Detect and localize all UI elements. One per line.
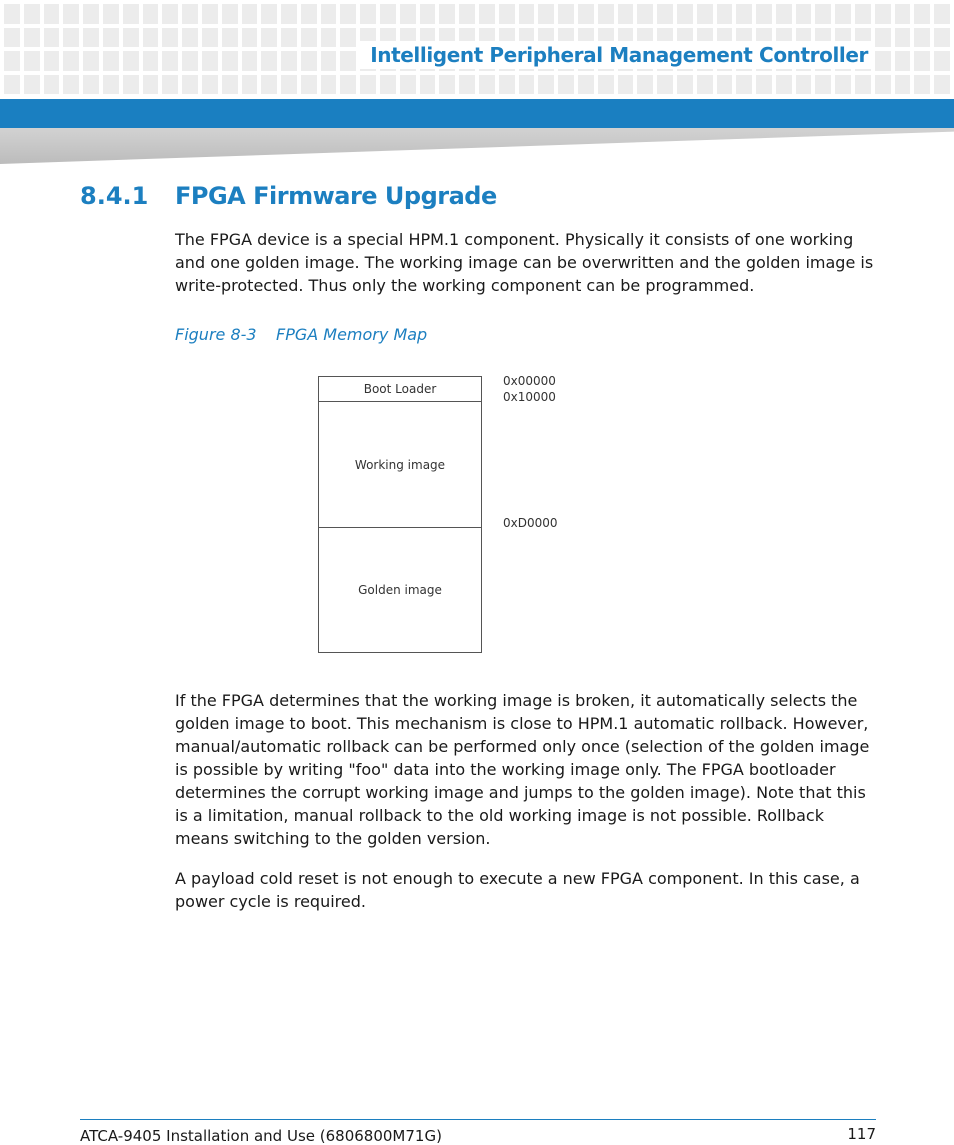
address-label: 0xD0000: [503, 516, 558, 530]
header-wedge: [0, 128, 954, 164]
figure-caption: [175, 325, 428, 344]
working-image-region: Working image: [319, 402, 481, 528]
footer-divider: [80, 1119, 876, 1120]
section-title: FPGA Firmware Upgrade: [175, 182, 497, 210]
rollback-paragraph: If the FPGA determines that the working image is broken, it automatically selects the golden image to boot. This mechanism is close to HPM.1 automatic rollback. However, manual/automatic rollback can be performed only once (selection of the golden image is possible by writing "foo" data into the working image only. The FPGA bootloader determines the corrupt working image and jumps to the golden image). Note that this is a limitation, manual rollback to the old working image is not possible. Rollback means switching to the golden version.: [175, 691, 870, 848]
footer-document-title: ATCA-9405 Installation and Use (6806800M71G): [80, 1127, 442, 1145]
figure-label: Figure 8-3: [175, 325, 257, 344]
reset-paragraph: A payload cold reset is not enough to execute a new FPGA component. In this case, a power cycle is required.: [175, 869, 860, 911]
section-number: 8.4.1: [80, 182, 149, 210]
header-bar: [0, 99, 954, 128]
address-label: 0x10000: [503, 390, 556, 404]
intro-paragraph: The FPGA device is a special HPM.1 component. Physically it consists of one working and one golden image. The working image can be overwritten and the golden image is write-protected. Thus only the working component can be programmed.: [175, 230, 874, 295]
address-label: 0x00000: [503, 374, 556, 388]
page-number: 117: [847, 1125, 876, 1143]
figure-title: FPGA Memory Map: [276, 325, 428, 344]
golden-image-region: Golden image: [358, 583, 442, 597]
fpga-memory-map: [318, 376, 482, 653]
boot-loader-region: Boot Loader: [319, 377, 481, 402]
running-header-title: Intelligent Peripheral Management Controller: [360, 41, 874, 69]
